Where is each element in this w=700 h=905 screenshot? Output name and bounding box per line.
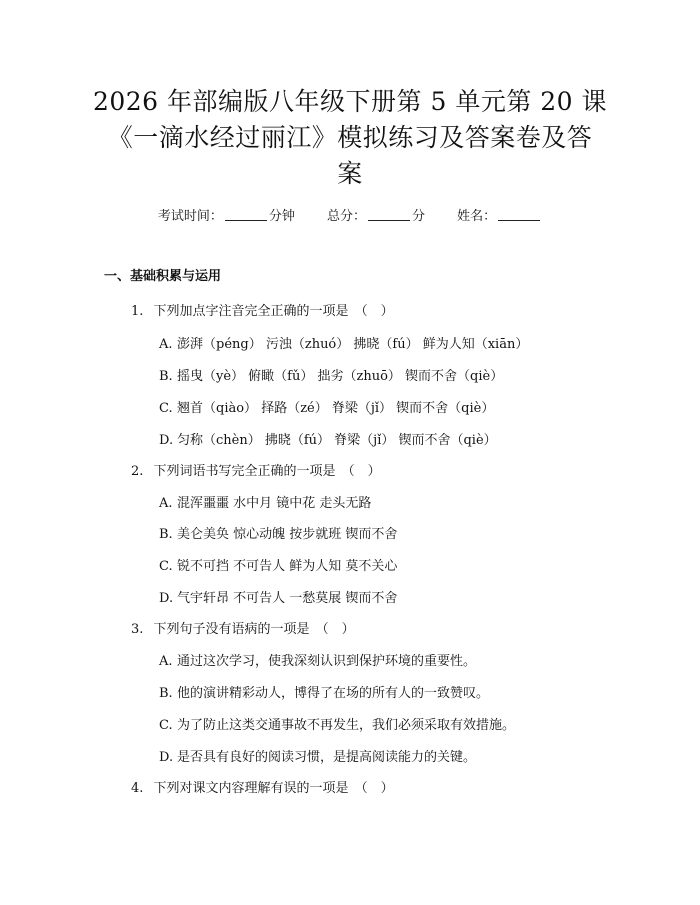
question-text: 下列词语书写完全正确的一项是: [153, 464, 336, 479]
question-text: 下列对课文内容理解有误的一项是: [153, 781, 349, 796]
time-blank[interactable]: [225, 208, 267, 221]
option-text: 翘首（qiào） 择路（zé） 脊梁（jǐ） 锲而不舍（qiè）: [177, 401, 495, 416]
option-text: 他的演讲精彩动人，博得了在场的所有人的一致赞叹。: [177, 686, 490, 701]
answer-paren: （ ）: [354, 781, 394, 796]
question-text: 下列句子没有语病的一项是: [153, 622, 310, 637]
option-3d[interactable]: [159, 746, 476, 765]
option-1a[interactable]: [159, 333, 528, 352]
option-1d[interactable]: [159, 429, 497, 448]
option-letter: C.: [159, 559, 173, 574]
option-letter: D.: [159, 591, 174, 606]
option-text: 锐不可挡 不可告人 鲜为人知 莫不关心: [177, 559, 398, 574]
option-text: 是否具有良好的阅读习惯，是提高阅读能力的关键。: [177, 750, 477, 765]
question-number: 4.: [131, 781, 144, 796]
option-text: 匀称（chèn） 拂晓（fú） 脊梁（jǐ） 锲而不舍（qiè）: [177, 433, 497, 448]
exam-name: [457, 209, 542, 224]
option-2d[interactable]: [159, 587, 397, 606]
answer-paren: （ ）: [354, 304, 394, 319]
answer-paren: （ ）: [315, 622, 355, 637]
question-number: 3.: [131, 622, 144, 637]
option-2c[interactable]: [159, 555, 397, 574]
option-text: 为了防止这类交通事故不再发生，我们必须采取有效措施。: [177, 718, 516, 733]
option-1c[interactable]: [159, 397, 494, 416]
option-letter: D.: [159, 750, 174, 765]
question-3: [131, 618, 355, 637]
question-number: 1.: [131, 304, 144, 319]
option-text: 气宇轩昂 不可告人 一愁莫展 锲而不舍: [177, 591, 398, 606]
option-letter: B.: [159, 369, 173, 384]
option-2b[interactable]: [159, 523, 397, 542]
question-2: [131, 460, 381, 479]
option-text: 通过这次学习，使我深刻认识到保护环境的重要性。: [177, 654, 477, 669]
exam-meta: [0, 205, 700, 224]
option-2a[interactable]: [159, 492, 371, 511]
question-4: [131, 777, 394, 796]
score-blank[interactable]: [368, 208, 410, 221]
question-1: [131, 300, 394, 319]
exam-score: [327, 209, 425, 224]
section-heading: 一、基础积累与运用: [104, 269, 222, 284]
title-line-1: 2026 年部编版八年级下册第 5 单元第 20 课: [92, 87, 608, 116]
option-letter: A.: [159, 337, 173, 352]
option-letter: C.: [159, 401, 173, 416]
name-label: 姓名：: [457, 209, 497, 224]
title-line-2: 《一滴水经过丽江》模拟练习及答案卷及答: [107, 123, 593, 152]
score-unit: 分: [412, 209, 426, 224]
option-letter: B.: [159, 686, 173, 701]
option-letter: D.: [159, 433, 174, 448]
option-text: 澎湃（péng） 污浊（zhuó） 拂晓（fú） 鲜为人知（xiān）: [177, 337, 529, 352]
time-unit: 分钟: [268, 209, 295, 224]
answer-paren: （ ）: [341, 464, 381, 479]
option-1b[interactable]: [159, 365, 503, 384]
option-letter: C.: [159, 718, 173, 733]
score-label: 总分：: [326, 209, 366, 224]
option-text: 摇曳（yè） 俯瞰（fǔ） 拙劣（zhuō） 锲而不舍（qiè）: [177, 369, 504, 384]
document-title: [60, 84, 640, 192]
title-line-3: 案: [337, 159, 363, 188]
exam-time: [158, 209, 295, 224]
option-text: 美仑美奂 惊心动魄 按步就班 锲而不舍: [177, 527, 398, 542]
option-letter: A.: [159, 654, 173, 669]
option-letter: A.: [159, 496, 173, 511]
time-label: 考试时间：: [157, 209, 223, 224]
option-letter: B.: [159, 527, 173, 542]
option-text: 混浑噩噩 水中月 镜中花 走头无路: [177, 496, 372, 511]
question-number: 2.: [131, 464, 144, 479]
question-text: 下列加点字注音完全正确的一项是: [153, 304, 349, 319]
option-3a[interactable]: [159, 650, 476, 669]
option-3b[interactable]: [159, 682, 489, 701]
option-3c[interactable]: [159, 714, 515, 733]
name-blank[interactable]: [498, 208, 540, 221]
